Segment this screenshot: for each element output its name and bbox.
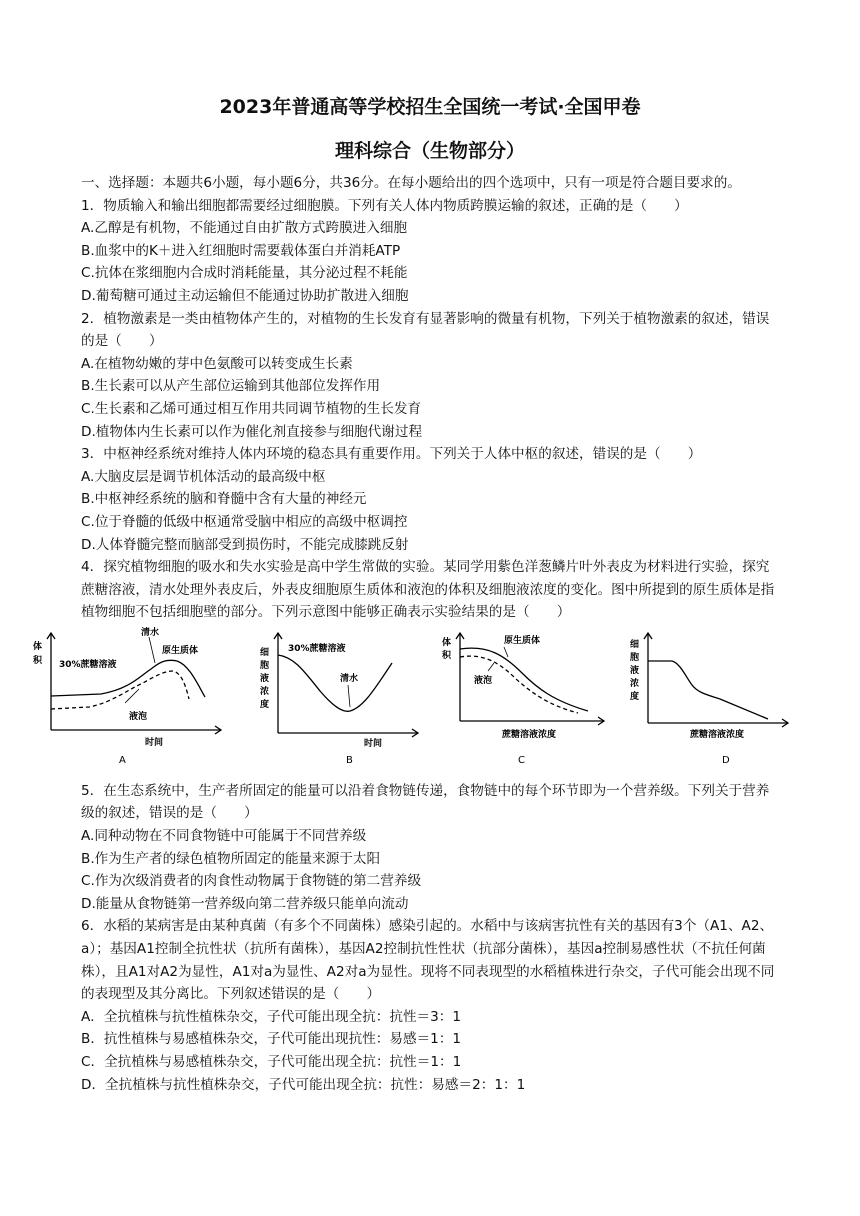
figure-b-label-water: 清水 [340, 673, 359, 684]
figure-c [438, 627, 608, 777]
figure-a-xlabel: 时间 [145, 737, 164, 748]
figure-d-xlabel: 蔗糖溶液浓度 [690, 729, 745, 740]
figure-c-caption: C [518, 754, 525, 766]
question-2-option-d: D.植物体内生长素可以作为催化剂直接参与细胞代谢过程 [81, 423, 423, 440]
question-1-stem: 1．物质输入和输出细胞都需要经过细胞膜。下列有关人体内物质跨膜运输的叙述，正确的是（ ） [81, 197, 688, 214]
figure-d-ylabel-3: 液 [630, 665, 640, 676]
question-5-option-a: A.同种动物在不同食物链中可能属于不同营养级 [81, 828, 367, 845]
figure-c-ylabel-2: 积 [442, 650, 452, 661]
figure-a-ylabel-2: 积 [33, 655, 43, 666]
question-2-option-a: A.在植物幼嫩的芽中色氨酸可以转变成生长素 [81, 355, 353, 372]
figure-c-ylabel-1: 体 [442, 637, 452, 648]
question-3-option-c: C.位于脊髓的低级中枢通常受脑中相应的高级中枢调控 [81, 513, 408, 530]
figure-c-label-protoplast: 原生质体 [504, 635, 541, 646]
figure-a-label-protoplast: 原生质体 [162, 645, 199, 656]
figure-a-label-water: 清水 [141, 627, 160, 638]
question-5-option-c: C.作为次级消费者的肉食性动物属于食物链的第二营养级 [81, 873, 422, 890]
question-6-option-d: D．全抗植株与抗性植株杂交，子代可能出现全抗：抗性：易感＝2：1：1 [81, 1076, 526, 1093]
figure-a-ylabel-1: 体 [33, 641, 43, 652]
question-6-option-b: B．抗性植株与易感植株杂交，子代可能出现抗性：易感＝1：1 [81, 1031, 462, 1048]
question-1-option-b: B.血浆中的K＋进入红细胞时需要载体蛋白并消耗ATP [81, 242, 401, 259]
question-6-option-c: C．全抗植株与易感植株杂交，子代可能出现全抗：抗性＝1：1 [81, 1054, 462, 1070]
question-3-option-a: A.大脑皮层是调节机体活动的最高级中枢 [81, 468, 326, 485]
question-2-option-b: B.生长素可以从产生部位运输到其他部位发挥作用 [81, 378, 381, 395]
figure-a-label-vacuole: 液泡 [129, 711, 148, 722]
question-6-option-a: A．全抗植株与抗性植株杂交，子代可能出现全抗：抗性＝3：1 [81, 1008, 462, 1025]
page-subtitle: 理科综合（生物部分） [334, 140, 525, 162]
figure-d [616, 627, 796, 777]
question-5-stem: 5．在生态系统中，生产者所固定的能量可以沿着食物链传递，食物链中的每个环节即为一个营养级。下列关于营养级的叙述，错误的是（ ） [81, 782, 770, 822]
figure-b-ylabel-4: 浓 [260, 686, 270, 697]
question-1-option-d: D.葡萄糖可通过主动运输但不能通过协助扩散进入细胞 [81, 287, 409, 304]
figure-d-ylabel-5: 度 [630, 691, 640, 702]
figure-b-caption: B [346, 754, 353, 766]
figure-b-ylabel-1: 细 [260, 647, 270, 658]
figure-b-ylabel-5: 度 [260, 699, 270, 710]
question-3-option-d: D.人体脊髓完整而脑部受到损伤时，不能完成膝跳反射 [81, 536, 409, 553]
exam-content [33, 172, 781, 1096]
figure-d-ylabel-1: 细 [630, 639, 640, 650]
figure-a [29, 627, 229, 777]
question-6-stem: 6．水稻的某病害是由某种真菌（有多个不同菌株）感染引起的。水稻中与该病害抗性有关的基因有3个（A1、A2、a）；基因A1控制全抗性状（抗所有菌株），基因A2控制抗性性状（抗部分菌株），基因a控制易感性状（不抗任何菌株），且A1对A2为显性，A1对a为显性、A2对a为显性。现将不同表现型的水稻植株进行杂交，子代可能会出现不同的表现型及其分离比。下列叙述错误的是（ ） [81, 918, 775, 1003]
question-5-option-d: D.能量从食物链第一营养级向第二营养级只能单向流动 [81, 895, 409, 912]
question-2-stem: 2．植物激素是一类由植物体产生的，对植物的生长发育有显著影响的微量有机物，下列关于植物激素的叙述，错误的是（ ） [81, 310, 770, 350]
question-1-option-c: C.抗体在浆细胞内合成时消耗能量，其分泌过程不耗能 [81, 265, 408, 282]
section-intro: 一、选择题：本题共6小题，每小题6分，共36分。在每小题给出的四个选项中，只有一项是符合题目要求的。 [81, 175, 741, 191]
figure-b [254, 627, 424, 777]
question-2-option-c: C.生长素和乙烯可通过相互作用共同调节植物的生长发育 [81, 400, 422, 417]
figure-c-label-vacuole: 液泡 [474, 675, 493, 686]
question-4-figures [33, 627, 781, 777]
figure-b-label-sucrose: 30%蔗糖溶液 [288, 643, 346, 654]
question-1-option-a: A.乙醇是有机物，不能通过自由扩散方式跨膜进入细胞 [81, 220, 408, 237]
figure-a-caption: A [119, 754, 126, 766]
question-3-option-b: B.中枢神经系统的脑和脊髓中含有大量的神经元 [81, 491, 367, 508]
figure-d-caption: D [722, 754, 730, 766]
figure-b-ylabel-3: 液 [260, 673, 270, 684]
figure-b-ylabel-2: 胞 [260, 660, 270, 671]
figure-d-ylabel-2: 胞 [630, 652, 640, 663]
question-3-stem: 3．中枢神经系统对维持人体内环境的稳态具有重要作用。下列关于人体中枢的叙述，错误的是（ ） [81, 446, 702, 463]
page-title: 2023年普通高等学校招生全国统一考试·全国甲卷 [219, 96, 641, 118]
question-4-stem: 4．探究植物细胞的吸水和失水实验是高中学生常做的实验。某同学用紫色洋葱鳞片叶外表皮为材料进行实验，探究蔗糖溶液，清水处理外表皮后，外表皮细胞原生质体和液泡的体积及细胞液浓度的变化。图中所提到的原生质体是指植物细胞不包括细胞壁的部分。下列示意图中能够正确表示实验结果的是（ ） [81, 559, 775, 621]
figure-a-label-sucrose: 30%蔗糖溶液 [59, 659, 117, 670]
question-5-option-b: B.作为生产者的绿色植物所固定的能量来源于太阳 [81, 850, 381, 867]
figure-c-xlabel: 蔗糖溶液浓度 [502, 729, 557, 740]
figure-b-xlabel: 时间 [364, 738, 383, 749]
figure-d-ylabel-4: 浓 [630, 678, 640, 689]
